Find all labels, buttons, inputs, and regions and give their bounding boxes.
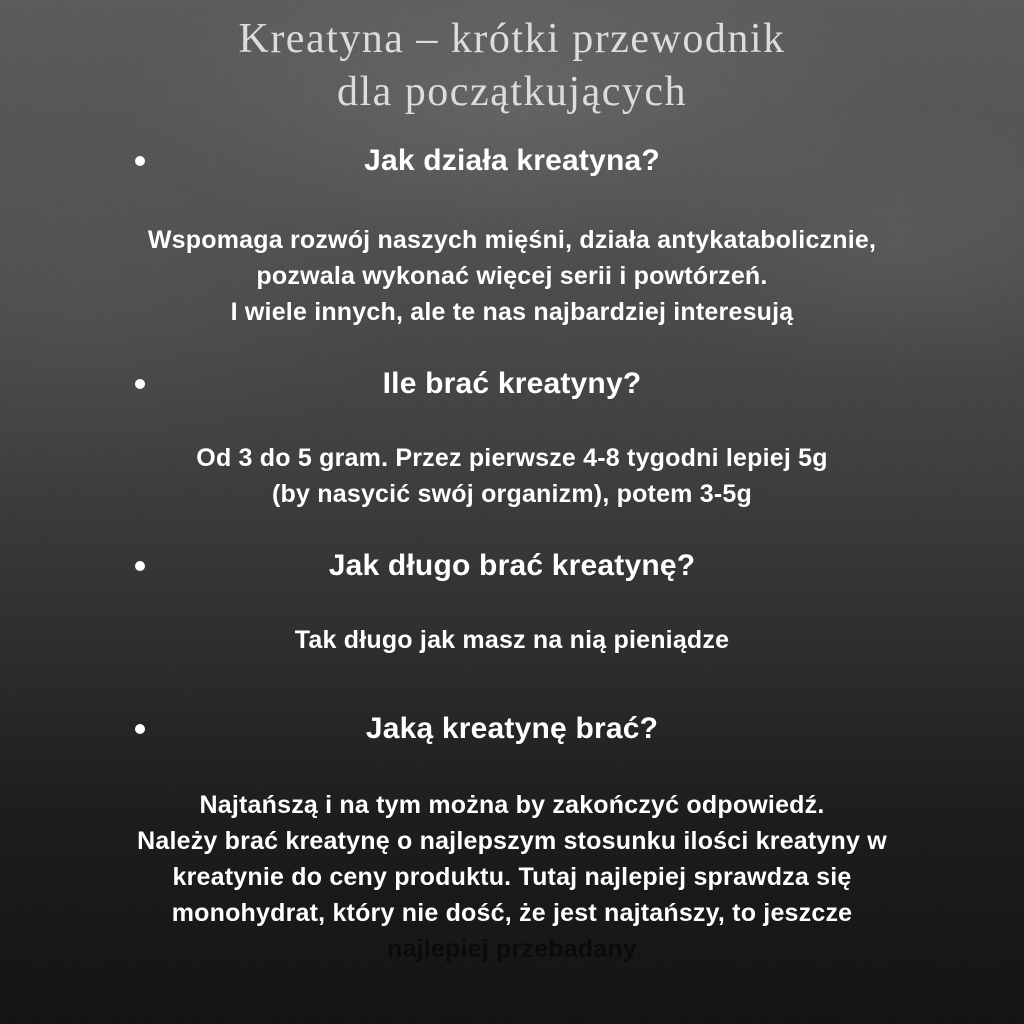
body-line: kreatynie do ceny produktu. Tutaj najlepiej sprawdza się (172, 863, 852, 891)
section-heading: Jak długo brać kreatynę? (328, 549, 696, 582)
page-title-line-1: Kreatyna – krótki przewodnik (238, 16, 786, 62)
body-line: (by nasycić swój organizm), potem 3-5g (272, 480, 752, 508)
section-heading: Jak działa kreatyna? (364, 144, 660, 177)
section-heading-row-how-it-works (0, 143, 1024, 179)
page-title (0, 13, 1024, 119)
section-body-how-long (62, 622, 962, 658)
body-line: Wspomaga rozwój naszych mięśni, działa antykatabolicznie, (147, 226, 877, 254)
section-heading: Jaką kreatynę brać? (365, 712, 659, 745)
body-line: Od 3 do 5 gram. Przez pierwsze 4-8 tygodni lepiej 5g (196, 444, 828, 472)
body-line: I wiele innych, ale te nas najbardziej interesują (230, 298, 794, 326)
body-line: Tak długo jak masz na nią pieniądze (294, 626, 730, 654)
section-heading-row-which-one (0, 711, 1024, 747)
bullet-icon (135, 561, 145, 571)
body-line: monohydrat, który nie dość, że jest najtańszy, to jeszcze (171, 899, 853, 927)
body-line-faded: najlepiej przebadany (387, 935, 637, 963)
section-body-how-it-works (62, 222, 962, 330)
section-body-which-one (62, 787, 962, 967)
bullet-icon (135, 156, 145, 166)
section-body-how-much (62, 440, 962, 512)
bullet-icon (135, 379, 145, 389)
bullet-icon (135, 724, 145, 734)
section-heading-row-how-much (0, 366, 1024, 402)
section-heading: Ile brać kreatyny? (382, 367, 642, 400)
body-line: pozwala wykonać więcej serii i powtórzeń. (256, 262, 768, 290)
body-line: Najtańszą i na tym można by zakończyć odpowiedź. (199, 791, 825, 819)
section-heading-row-how-long (0, 548, 1024, 584)
body-line: Należy brać kreatynę o najlepszym stosunku ilości kreatyny w (137, 827, 887, 855)
page-title-line-2: dla początkujących (337, 69, 687, 115)
